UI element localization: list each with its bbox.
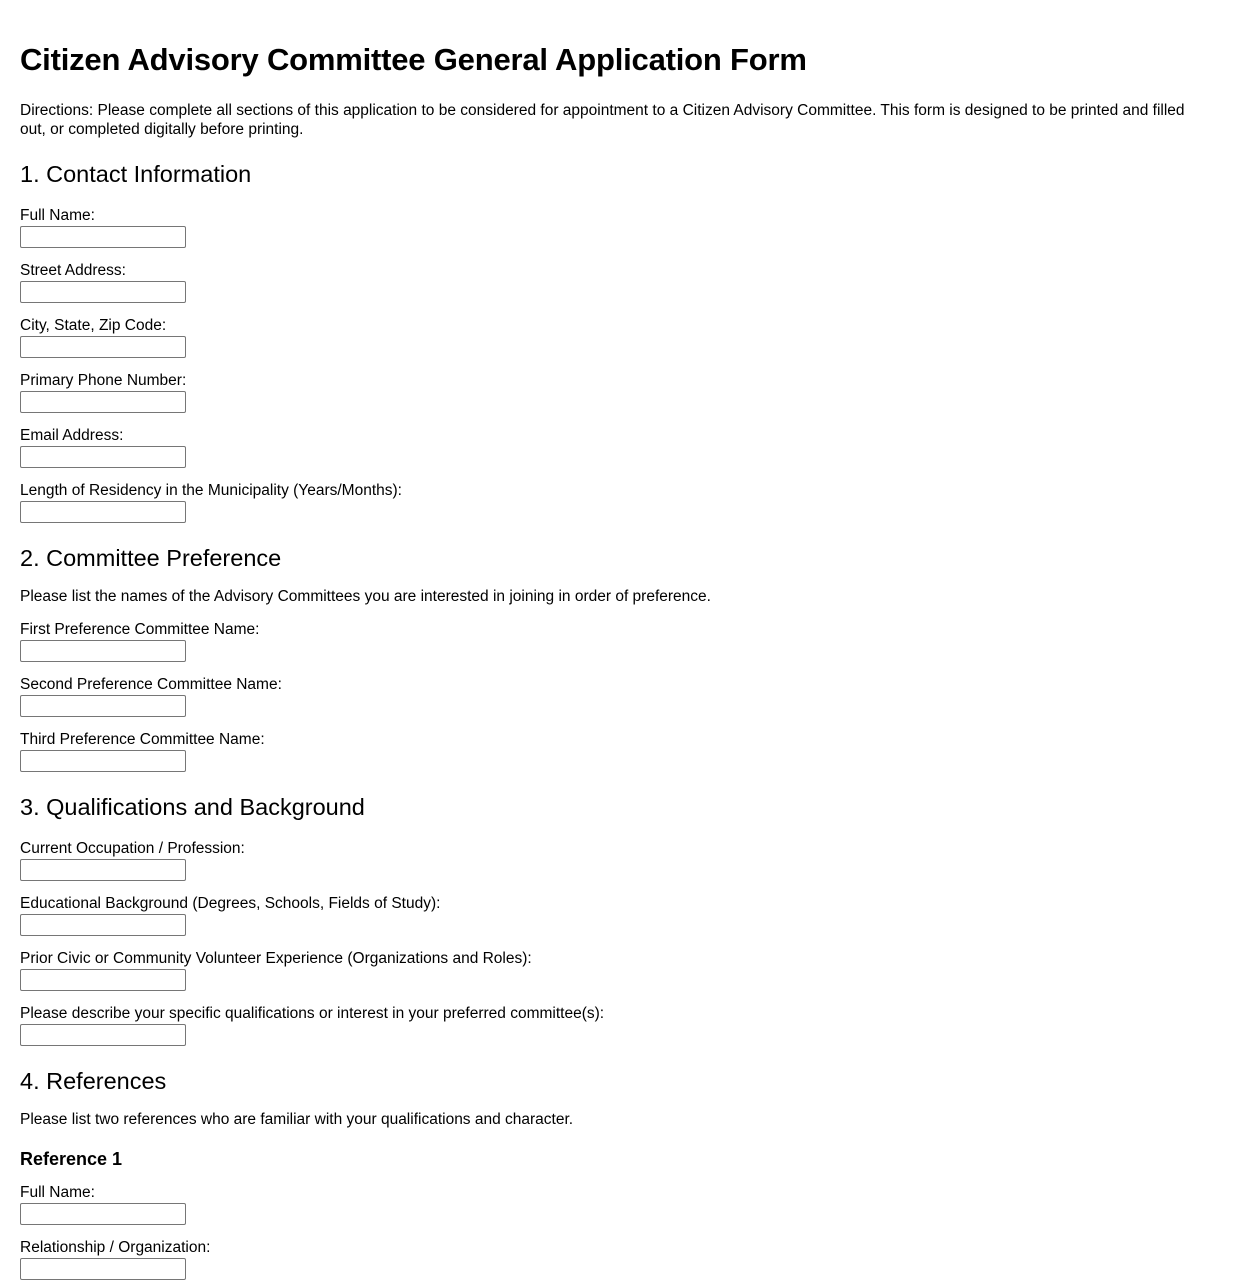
form-field-residency-length bbox=[20, 482, 1227, 523]
section-references bbox=[20, 1066, 1227, 1280]
field-label: Primary Phone Number: bbox=[20, 372, 187, 389]
section-heading: 4. References bbox=[20, 1068, 167, 1094]
field-label: Please describe your specific qualifications or interest in your preferred committee(s): bbox=[20, 1005, 605, 1022]
form-field-second-preference bbox=[20, 676, 1227, 717]
section-heading: 3. Qualifications and Background bbox=[20, 794, 365, 820]
second-preference-input[interactable] bbox=[20, 695, 186, 717]
section-intro: Please list two references who are familiar with your qualifications and character. bbox=[20, 1111, 574, 1128]
form-field-occupation bbox=[20, 840, 1227, 881]
field-label: Full Name: bbox=[20, 207, 95, 224]
form-field-first-preference bbox=[20, 621, 1227, 662]
field-label: City, State, Zip Code: bbox=[20, 317, 167, 334]
occupation-input[interactable] bbox=[20, 859, 186, 881]
reference-subheading: Reference 1 bbox=[20, 1149, 123, 1169]
page-title: Citizen Advisory Committee General Application Form bbox=[20, 42, 807, 77]
field-label: Full Name: bbox=[20, 1184, 95, 1201]
qualifications-interest-input[interactable] bbox=[20, 1024, 186, 1046]
form-field-email bbox=[20, 427, 1227, 468]
street-address-input[interactable] bbox=[20, 281, 186, 303]
field-label: Email Address: bbox=[20, 427, 124, 444]
application-form-page bbox=[20, 0, 1227, 1280]
reference-1-relationship-input[interactable] bbox=[20, 1258, 186, 1280]
field-label: Length of Residency in the Municipality (Years/Months): bbox=[20, 482, 402, 499]
reference-1-name-input[interactable] bbox=[20, 1203, 186, 1225]
section-intro: Please list the names of the Advisory Committees you are interested in joining in order of preference. bbox=[20, 588, 711, 605]
form-field-third-preference bbox=[20, 731, 1227, 772]
field-label: Educational Background (Degrees, Schools, Fields of Study): bbox=[20, 895, 441, 912]
section-qualifications bbox=[20, 792, 1227, 1046]
directions-text: Directions: Please complete all sections of this application to be considered for appointment to a Citizen Advisory Committee. This form is designed to be printed and filled out, or completed digitally before printing. bbox=[20, 102, 1185, 138]
city-state-zip-input[interactable] bbox=[20, 336, 186, 358]
form-field-qualifications-interest bbox=[20, 1005, 1227, 1046]
form-field-education bbox=[20, 895, 1227, 936]
field-label: First Preference Committee Name: bbox=[20, 621, 260, 638]
field-label: Current Occupation / Profession: bbox=[20, 840, 245, 857]
field-label: Prior Civic or Community Volunteer Experience (Organizations and Roles): bbox=[20, 950, 532, 967]
form-field-volunteer-experience bbox=[20, 950, 1227, 991]
third-preference-input[interactable] bbox=[20, 750, 186, 772]
field-label: Second Preference Committee Name: bbox=[20, 676, 282, 693]
form-field-reference-1-name bbox=[20, 1184, 1227, 1225]
residency-length-input[interactable] bbox=[20, 501, 186, 523]
section-heading: 2. Committee Preference bbox=[20, 545, 282, 571]
field-label: Relationship / Organization: bbox=[20, 1239, 211, 1256]
education-input[interactable] bbox=[20, 914, 186, 936]
form-field-full-name bbox=[20, 207, 1227, 248]
section-committee-preference bbox=[20, 543, 1227, 772]
form-field-reference-1-relationship bbox=[20, 1239, 1227, 1280]
volunteer-experience-input[interactable] bbox=[20, 969, 186, 991]
form-field-street-address bbox=[20, 262, 1227, 303]
section-heading: 1. Contact Information bbox=[20, 161, 252, 187]
first-preference-input[interactable] bbox=[20, 640, 186, 662]
section-contact-information bbox=[20, 159, 1227, 523]
field-label: Street Address: bbox=[20, 262, 126, 279]
primary-phone-input[interactable] bbox=[20, 391, 186, 413]
form-field-city-state-zip bbox=[20, 317, 1227, 358]
form-field-primary-phone bbox=[20, 372, 1227, 413]
full-name-input[interactable] bbox=[20, 226, 186, 248]
email-address-input[interactable] bbox=[20, 446, 186, 468]
field-label: Third Preference Committee Name: bbox=[20, 731, 265, 748]
